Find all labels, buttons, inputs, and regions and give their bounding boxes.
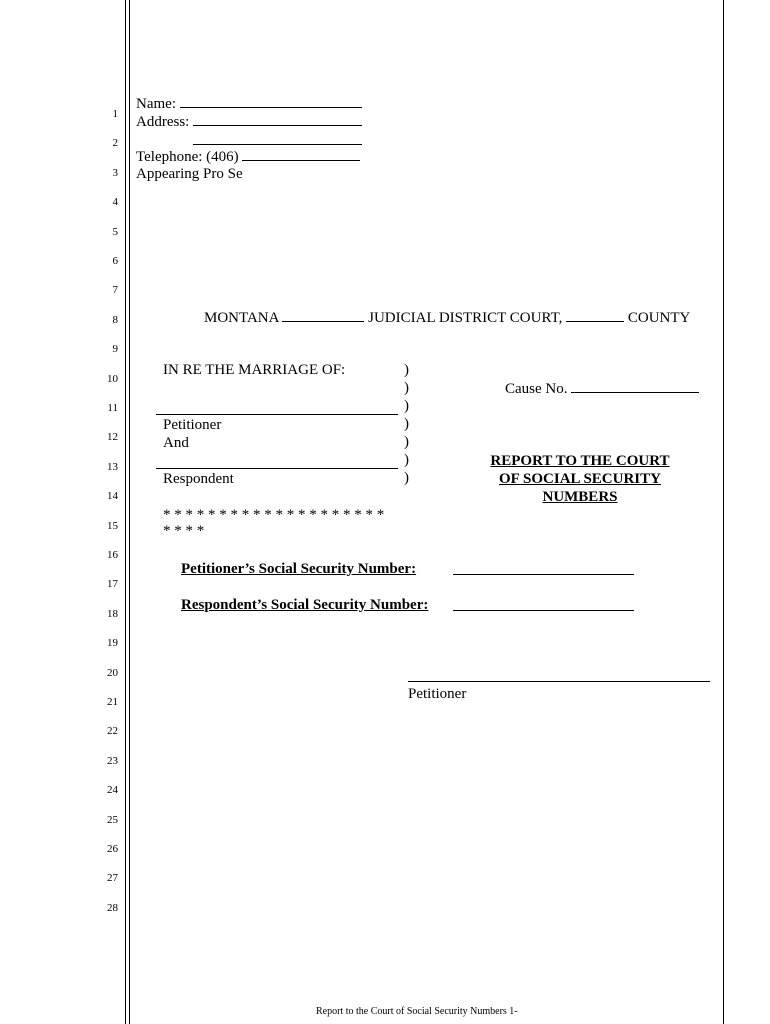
line-number: 26 [107, 843, 118, 855]
caption-paren-4: ) [404, 416, 409, 432]
line-number: 4 [112, 196, 118, 209]
line-number: 23 [107, 754, 118, 767]
line-number: 5 [112, 225, 118, 238]
line-number: 27 [107, 872, 118, 885]
telephone-field[interactable] [242, 147, 360, 161]
left-margin-rule-inner [129, 0, 130, 1024]
line-number: 16 [107, 549, 118, 561]
line-number: 9 [112, 343, 118, 356]
line-number: 8 [112, 313, 118, 326]
and-label: And [163, 435, 189, 451]
left-margin-rule-outer [125, 0, 126, 1024]
county-field[interactable] [566, 308, 624, 322]
address-line [136, 112, 362, 131]
page-footer: Report to the Court of Social Security Numbers 1- [316, 1006, 518, 1017]
court-heading [204, 308, 690, 327]
name-line [136, 94, 362, 113]
telephone-line [136, 147, 360, 166]
petitioner-label: Petitioner [163, 417, 222, 433]
right-margin-rule [723, 0, 724, 1024]
address-field[interactable] [193, 112, 362, 126]
line-number: 18 [107, 607, 118, 620]
star-separator-line1: * * * * * * * * * * * * * * * * * * * * [163, 507, 385, 523]
petitioner-ssn-label: Petitioner’s Social Security Number: [181, 561, 417, 577]
line-number: 25 [107, 813, 118, 826]
star-separator-line2: * * * * [163, 523, 205, 539]
line-number: 24 [107, 784, 118, 797]
line-number: 2 [112, 137, 118, 150]
line-number: 7 [112, 284, 118, 297]
respondent-name-field[interactable] [156, 468, 398, 469]
appearing-pro-se: Appearing Pro Se [136, 166, 243, 182]
line-number: 11 [107, 402, 118, 414]
cause-no-label: Cause No. [505, 381, 568, 397]
line-number: 10 [107, 372, 118, 385]
court-county: COUNTY [627, 310, 691, 326]
caption-paren-3: ) [404, 398, 409, 414]
cause-no-line [505, 379, 699, 398]
line-number: 15 [107, 519, 118, 532]
petitioner-ssn-field[interactable] [453, 574, 634, 575]
telephone-label: Telephone: (406) [136, 149, 239, 165]
line-number: 17 [107, 578, 118, 591]
caption-paren-7: ) [404, 470, 409, 486]
line-number: 14 [107, 490, 118, 503]
in-re-marriage: IN RE THE MARRIAGE OF: [163, 362, 346, 378]
line-number: 19 [107, 637, 118, 650]
signature-line[interactable] [408, 681, 710, 682]
petitioner-name-field[interactable] [156, 414, 398, 415]
court-judicial: JUDICIAL DISTRICT COURT, [368, 310, 563, 326]
line-number: 1 [112, 108, 118, 120]
line-number: 13 [107, 460, 118, 473]
signature-petitioner-label: Petitioner [408, 686, 467, 702]
caption-paren-6: ) [404, 452, 409, 468]
address-label: Address: [136, 114, 190, 130]
caption-paren-1: ) [404, 362, 409, 378]
line-number: 6 [112, 255, 118, 267]
district-number-field[interactable] [282, 308, 364, 322]
report-title-line3: NUMBERS [542, 489, 618, 505]
respondent-label: Respondent [163, 471, 234, 487]
line-number: 3 [112, 166, 118, 179]
respondent-ssn-label: Respondent’s Social Security Number: [181, 597, 429, 613]
line-number: 28 [107, 901, 118, 914]
report-title-line2: OF SOCIAL SECURITY [499, 471, 661, 487]
line-number: 21 [107, 696, 118, 708]
name-label: Name: [136, 96, 176, 112]
caption-paren-5: ) [404, 434, 409, 450]
line-number: 12 [107, 431, 118, 444]
name-field[interactable] [180, 94, 362, 108]
caption-paren-2: ) [404, 380, 409, 396]
line-number: 20 [107, 666, 118, 679]
court-state: MONTANA [204, 310, 279, 326]
respondent-ssn-field[interactable] [453, 610, 634, 611]
address-field-line2[interactable] [193, 144, 362, 145]
line-number: 22 [107, 725, 118, 738]
report-title-line1: REPORT TO THE COURT [490, 453, 670, 469]
cause-no-field[interactable] [571, 379, 699, 393]
